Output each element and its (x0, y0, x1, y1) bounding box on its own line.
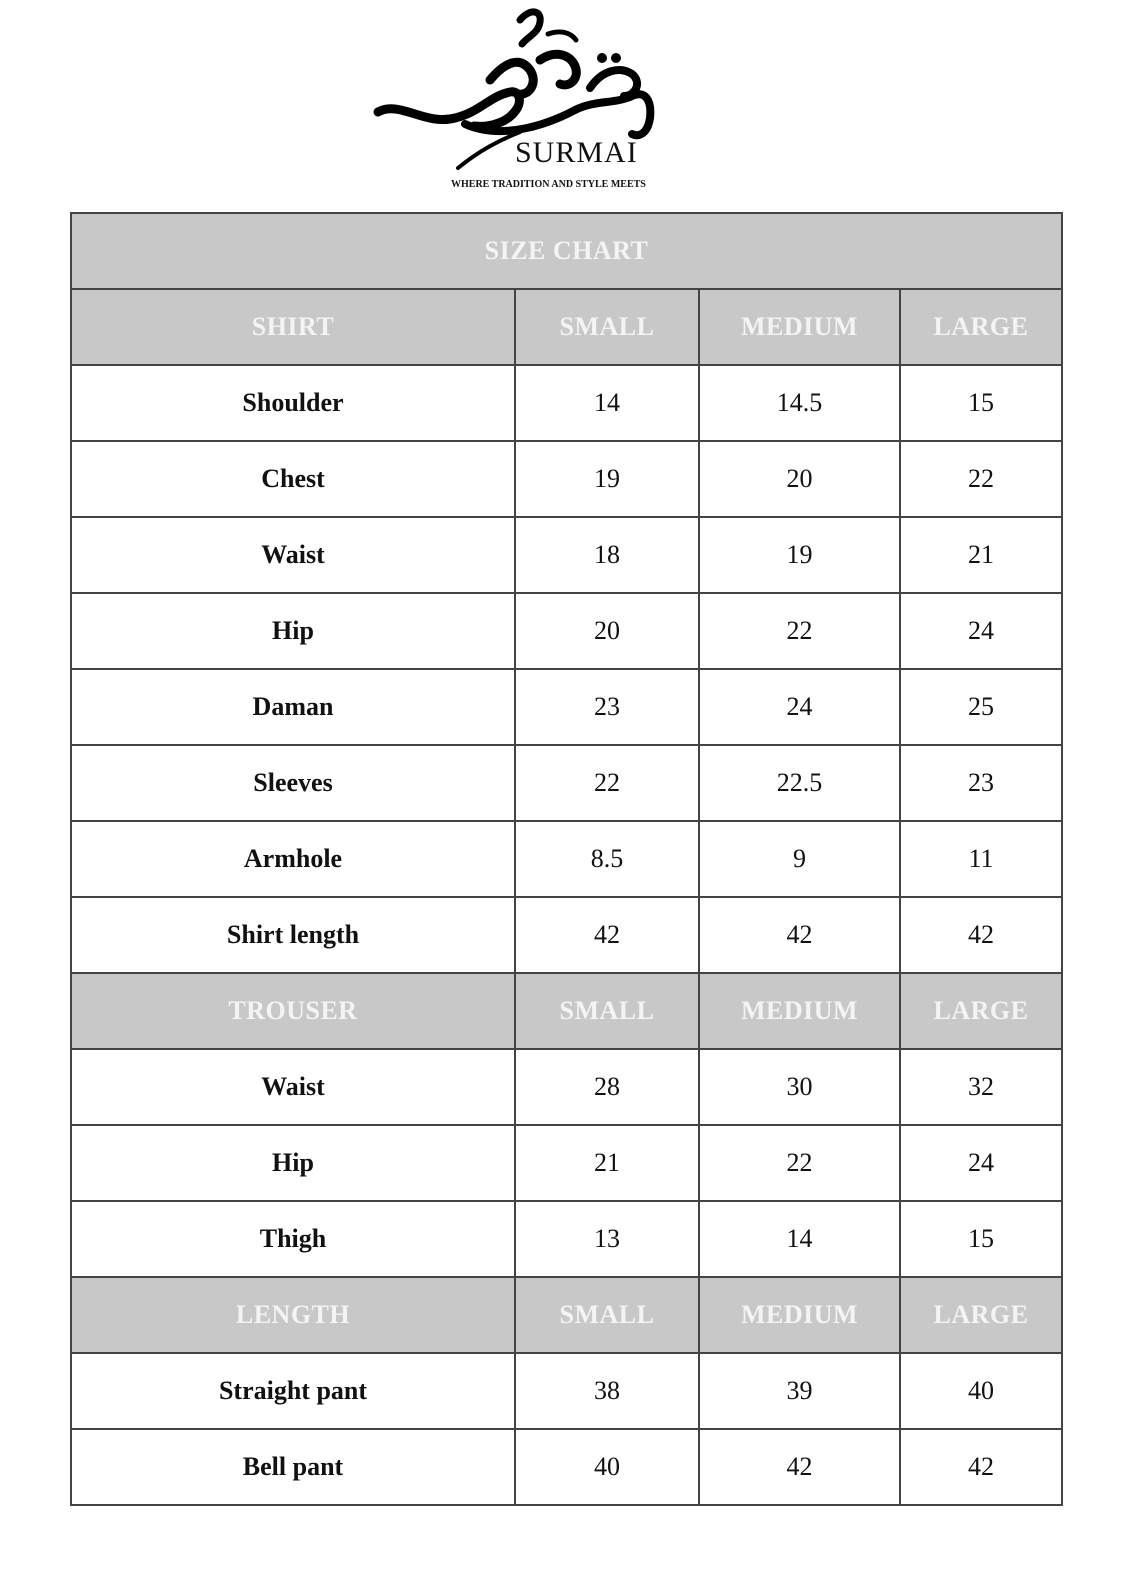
measurement-value: 15 (900, 365, 1062, 441)
measurement-label: Sleeves (71, 745, 515, 821)
size-column-header: LARGE (900, 973, 1062, 1049)
measurement-label: Hip (71, 1125, 515, 1201)
measurement-value: 42 (515, 897, 699, 973)
measurement-value: 39 (699, 1353, 900, 1429)
measurement-value: 42 (900, 1429, 1062, 1505)
measurement-label: Shoulder (71, 365, 515, 441)
measurement-value: 22 (900, 441, 1062, 517)
section-title: TROUSER (71, 973, 515, 1049)
size-column-header: LARGE (900, 1277, 1062, 1353)
measurement-value: 42 (900, 897, 1062, 973)
measurement-label: Waist (71, 517, 515, 593)
section-header-row (71, 289, 1062, 365)
size-column-header: MEDIUM (699, 289, 900, 365)
measurement-label: Bell pant (71, 1429, 515, 1505)
measurement-value: 20 (515, 593, 699, 669)
table-row (71, 1353, 1062, 1429)
brand-logo (370, 0, 670, 200)
size-column-header: SMALL (515, 289, 699, 365)
measurement-value: 19 (515, 441, 699, 517)
measurement-value: 38 (515, 1353, 699, 1429)
chart-title-row (71, 213, 1062, 289)
measurement-value: 23 (515, 669, 699, 745)
table-row (71, 745, 1062, 821)
measurement-value: 14 (515, 365, 699, 441)
measurement-value: 23 (900, 745, 1062, 821)
section-header-row (71, 973, 1062, 1049)
measurement-label: Armhole (71, 821, 515, 897)
measurement-value: 22.5 (699, 745, 900, 821)
chart-title: SIZE CHART (71, 213, 1062, 289)
table-row (71, 897, 1062, 973)
measurement-label: Straight pant (71, 1353, 515, 1429)
size-column-header: SMALL (515, 1277, 699, 1353)
size-column-header: MEDIUM (699, 973, 900, 1049)
measurement-value: 22 (699, 1125, 900, 1201)
brand-tagline: WHERE TRADITION AND STYLE MEETS (451, 179, 646, 190)
table-row (71, 441, 1062, 517)
measurement-value: 9 (699, 821, 900, 897)
table-row (71, 1049, 1062, 1125)
table-row (71, 593, 1062, 669)
size-chart-table (70, 212, 1063, 1506)
measurement-value: 24 (699, 669, 900, 745)
table-row (71, 517, 1062, 593)
measurement-value: 28 (515, 1049, 699, 1125)
measurement-value: 22 (699, 593, 900, 669)
size-column-header: MEDIUM (699, 1277, 900, 1353)
measurement-value: 32 (900, 1049, 1062, 1125)
table-row (71, 1125, 1062, 1201)
measurement-label: Waist (71, 1049, 515, 1125)
measurement-value: 40 (900, 1353, 1062, 1429)
table-row (71, 821, 1062, 897)
measurement-value: 42 (699, 1429, 900, 1505)
measurement-label: Chest (71, 441, 515, 517)
measurement-value: 14.5 (699, 365, 900, 441)
measurement-value: 18 (515, 517, 699, 593)
table-row (71, 1429, 1062, 1505)
measurement-value: 21 (900, 517, 1062, 593)
measurement-value: 11 (900, 821, 1062, 897)
section-title: LENGTH (71, 1277, 515, 1353)
measurement-value: 14 (699, 1201, 900, 1277)
measurement-label: Hip (71, 593, 515, 669)
size-column-header: LARGE (900, 289, 1062, 365)
measurement-value: 30 (699, 1049, 900, 1125)
measurement-value: 13 (515, 1201, 699, 1277)
table-row (71, 669, 1062, 745)
measurement-value: 22 (515, 745, 699, 821)
table-row (71, 1201, 1062, 1277)
measurement-value: 19 (699, 517, 900, 593)
measurement-value: 21 (515, 1125, 699, 1201)
measurement-value: 40 (515, 1429, 699, 1505)
brand-name: SURMAI (515, 136, 638, 169)
measurement-label: Shirt length (71, 897, 515, 973)
measurement-value: 25 (900, 669, 1062, 745)
measurement-label: Thigh (71, 1201, 515, 1277)
section-header-row (71, 1277, 1062, 1353)
measurement-value: 42 (699, 897, 900, 973)
size-chart-body (71, 213, 1062, 1505)
measurement-value: 20 (699, 441, 900, 517)
section-title: SHIRT (71, 289, 515, 365)
measurement-value: 24 (900, 1125, 1062, 1201)
measurement-value: 24 (900, 593, 1062, 669)
measurement-label: Daman (71, 669, 515, 745)
measurement-value: 15 (900, 1201, 1062, 1277)
measurement-value: 8.5 (515, 821, 699, 897)
size-column-header: SMALL (515, 973, 699, 1049)
table-row (71, 365, 1062, 441)
